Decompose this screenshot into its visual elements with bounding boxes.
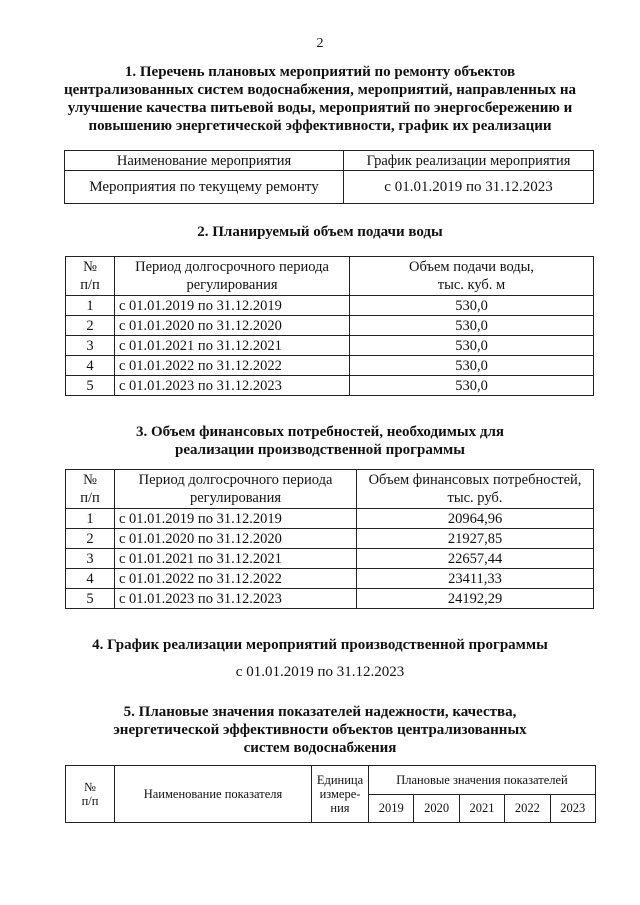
- indicators-table: [65, 765, 596, 823]
- row-value: 24192,29: [357, 589, 594, 609]
- header-cell-unit: [312, 766, 369, 823]
- row-period: с 01.01.2020 по 31.12.2020: [115, 316, 350, 336]
- table-cell: Мероприятия по текущему ремонту: [65, 171, 344, 204]
- section1-title-line: 1. Перечень плановых мероприятий по ремонту объектов: [124, 64, 516, 80]
- header-text: измере-: [319, 787, 361, 801]
- row-value: 21927,85: [357, 529, 594, 549]
- header-cell-year: 2021: [459, 794, 504, 823]
- header-cell-num: [66, 470, 115, 509]
- header-text: регулирования: [189, 490, 282, 506]
- table-row: [66, 569, 594, 589]
- row-value: 530,0: [350, 316, 594, 336]
- table-row: [66, 356, 594, 376]
- row-number: 5: [66, 589, 115, 609]
- table-header-row: [66, 470, 594, 509]
- table-row: [66, 316, 594, 336]
- row-period: с 01.01.2020 по 31.12.2020: [115, 529, 357, 549]
- table-header-row: [66, 257, 594, 296]
- row-value: 530,0: [350, 296, 594, 316]
- section1-title-line: повышению энергетической эффективности, график их реализации: [88, 118, 552, 134]
- row-number: 3: [66, 549, 115, 569]
- row-number: 2: [66, 316, 115, 336]
- header-cell: Наименование мероприятия: [65, 151, 344, 171]
- row-value: 22657,44: [357, 549, 594, 569]
- table-row: [66, 589, 594, 609]
- row-period: с 01.01.2023 по 31.12.2023: [115, 376, 350, 396]
- section5-title-line: энергетической эффективности объектов централизованных: [113, 722, 527, 738]
- header-text: №: [84, 780, 96, 794]
- header-cell-num: [66, 766, 115, 823]
- table-cell: с 01.01.2019 по 31.12.2023: [344, 171, 594, 204]
- header-text: п/п: [80, 490, 100, 506]
- table-header-row: [65, 151, 594, 171]
- row-value: 530,0: [350, 376, 594, 396]
- header-cell-year: 2023: [550, 794, 596, 823]
- row-period: с 01.01.2021 по 31.12.2021: [115, 336, 350, 356]
- header-cell-num: [66, 257, 115, 296]
- table-row: [66, 336, 594, 356]
- header-text: Период долгосрочного периода: [135, 259, 329, 275]
- section3-title-line: реализации производственной программы: [175, 442, 465, 458]
- section2-title: 2. Планируемый объем подачи воды: [197, 224, 443, 240]
- section5-title-line: 5. Плановые значения показателей надежности, качества,: [123, 704, 517, 720]
- header-cell-year: 2022: [505, 794, 550, 823]
- header-cell-year: 2019: [369, 794, 414, 823]
- row-number: 4: [66, 569, 115, 589]
- table-row: [66, 296, 594, 316]
- header-cell: График реализации мероприятия: [344, 151, 594, 171]
- row-period: с 01.01.2019 по 31.12.2019: [115, 296, 350, 316]
- header-text: №: [83, 259, 97, 275]
- header-text: ния: [330, 801, 350, 815]
- header-text: Объем подачи воды,: [408, 259, 535, 275]
- table-row: [66, 549, 594, 569]
- row-number: 2: [66, 529, 115, 549]
- header-text: №: [83, 472, 97, 488]
- row-number: 1: [66, 509, 115, 529]
- header-text: тыс. куб. м: [437, 277, 506, 293]
- row-period: с 01.01.2022 по 31.12.2022: [115, 356, 350, 376]
- row-number: 4: [66, 356, 115, 376]
- section5-title: [0, 703, 640, 757]
- measures-table: [64, 150, 594, 204]
- section1-title: [0, 63, 640, 135]
- section3-title-line: 3. Объем финансовых потребностей, необходимых для: [135, 424, 505, 440]
- row-number: 3: [66, 336, 115, 356]
- header-cell-year: 2020: [414, 794, 459, 823]
- row-period: с 01.01.2022 по 31.12.2022: [115, 569, 357, 589]
- section4-title: 4. График реализации мероприятий производственной программы: [92, 637, 548, 653]
- table-header-row: [66, 766, 596, 795]
- header-text: тыс. руб.: [447, 490, 503, 506]
- table-row: [65, 171, 594, 204]
- header-cell-value: [350, 257, 594, 296]
- row-period: с 01.01.2023 по 31.12.2023: [115, 589, 357, 609]
- header-text: Единица: [316, 773, 364, 787]
- row-period: с 01.01.2019 по 31.12.2019: [115, 509, 357, 529]
- header-cell-value: [357, 470, 594, 509]
- row-value: 20964,96: [357, 509, 594, 529]
- section3-title: [0, 423, 640, 459]
- table-row: [66, 509, 594, 529]
- row-number: 5: [66, 376, 115, 396]
- page-number: 2: [316, 36, 324, 51]
- header-text: Объем финансовых потребностей,: [368, 472, 582, 488]
- header-text: регулирования: [186, 277, 278, 293]
- header-text: п/п: [80, 277, 100, 293]
- section1-title-line: улучшение качества питьевой воды, мероприятий по энергосбережению и: [67, 100, 573, 116]
- financial-needs-table: [65, 469, 594, 609]
- header-cell-period: [115, 470, 357, 509]
- table-row: [66, 376, 594, 396]
- header-cell-period: [115, 257, 350, 296]
- section1-title-line: централизованных систем водоснабжения, мероприятий, направленных на: [63, 82, 577, 98]
- header-cell-name: Наименование показателя: [115, 766, 312, 823]
- header-text: Период долгосрочного периода: [138, 472, 333, 488]
- section5-title-line: систем водоснабжения: [243, 740, 397, 756]
- row-value: 530,0: [350, 356, 594, 376]
- row-value: 530,0: [350, 336, 594, 356]
- header-cell-planned: Плановые значения показателей: [369, 766, 596, 795]
- header-text: п/п: [81, 794, 99, 808]
- water-supply-table: [65, 256, 594, 396]
- row-number: 1: [66, 296, 115, 316]
- table-row: [66, 529, 594, 549]
- row-value: 23411,33: [357, 569, 594, 589]
- row-period: с 01.01.2021 по 31.12.2021: [115, 549, 357, 569]
- section4-period: с 01.01.2019 по 31.12.2023: [235, 664, 405, 680]
